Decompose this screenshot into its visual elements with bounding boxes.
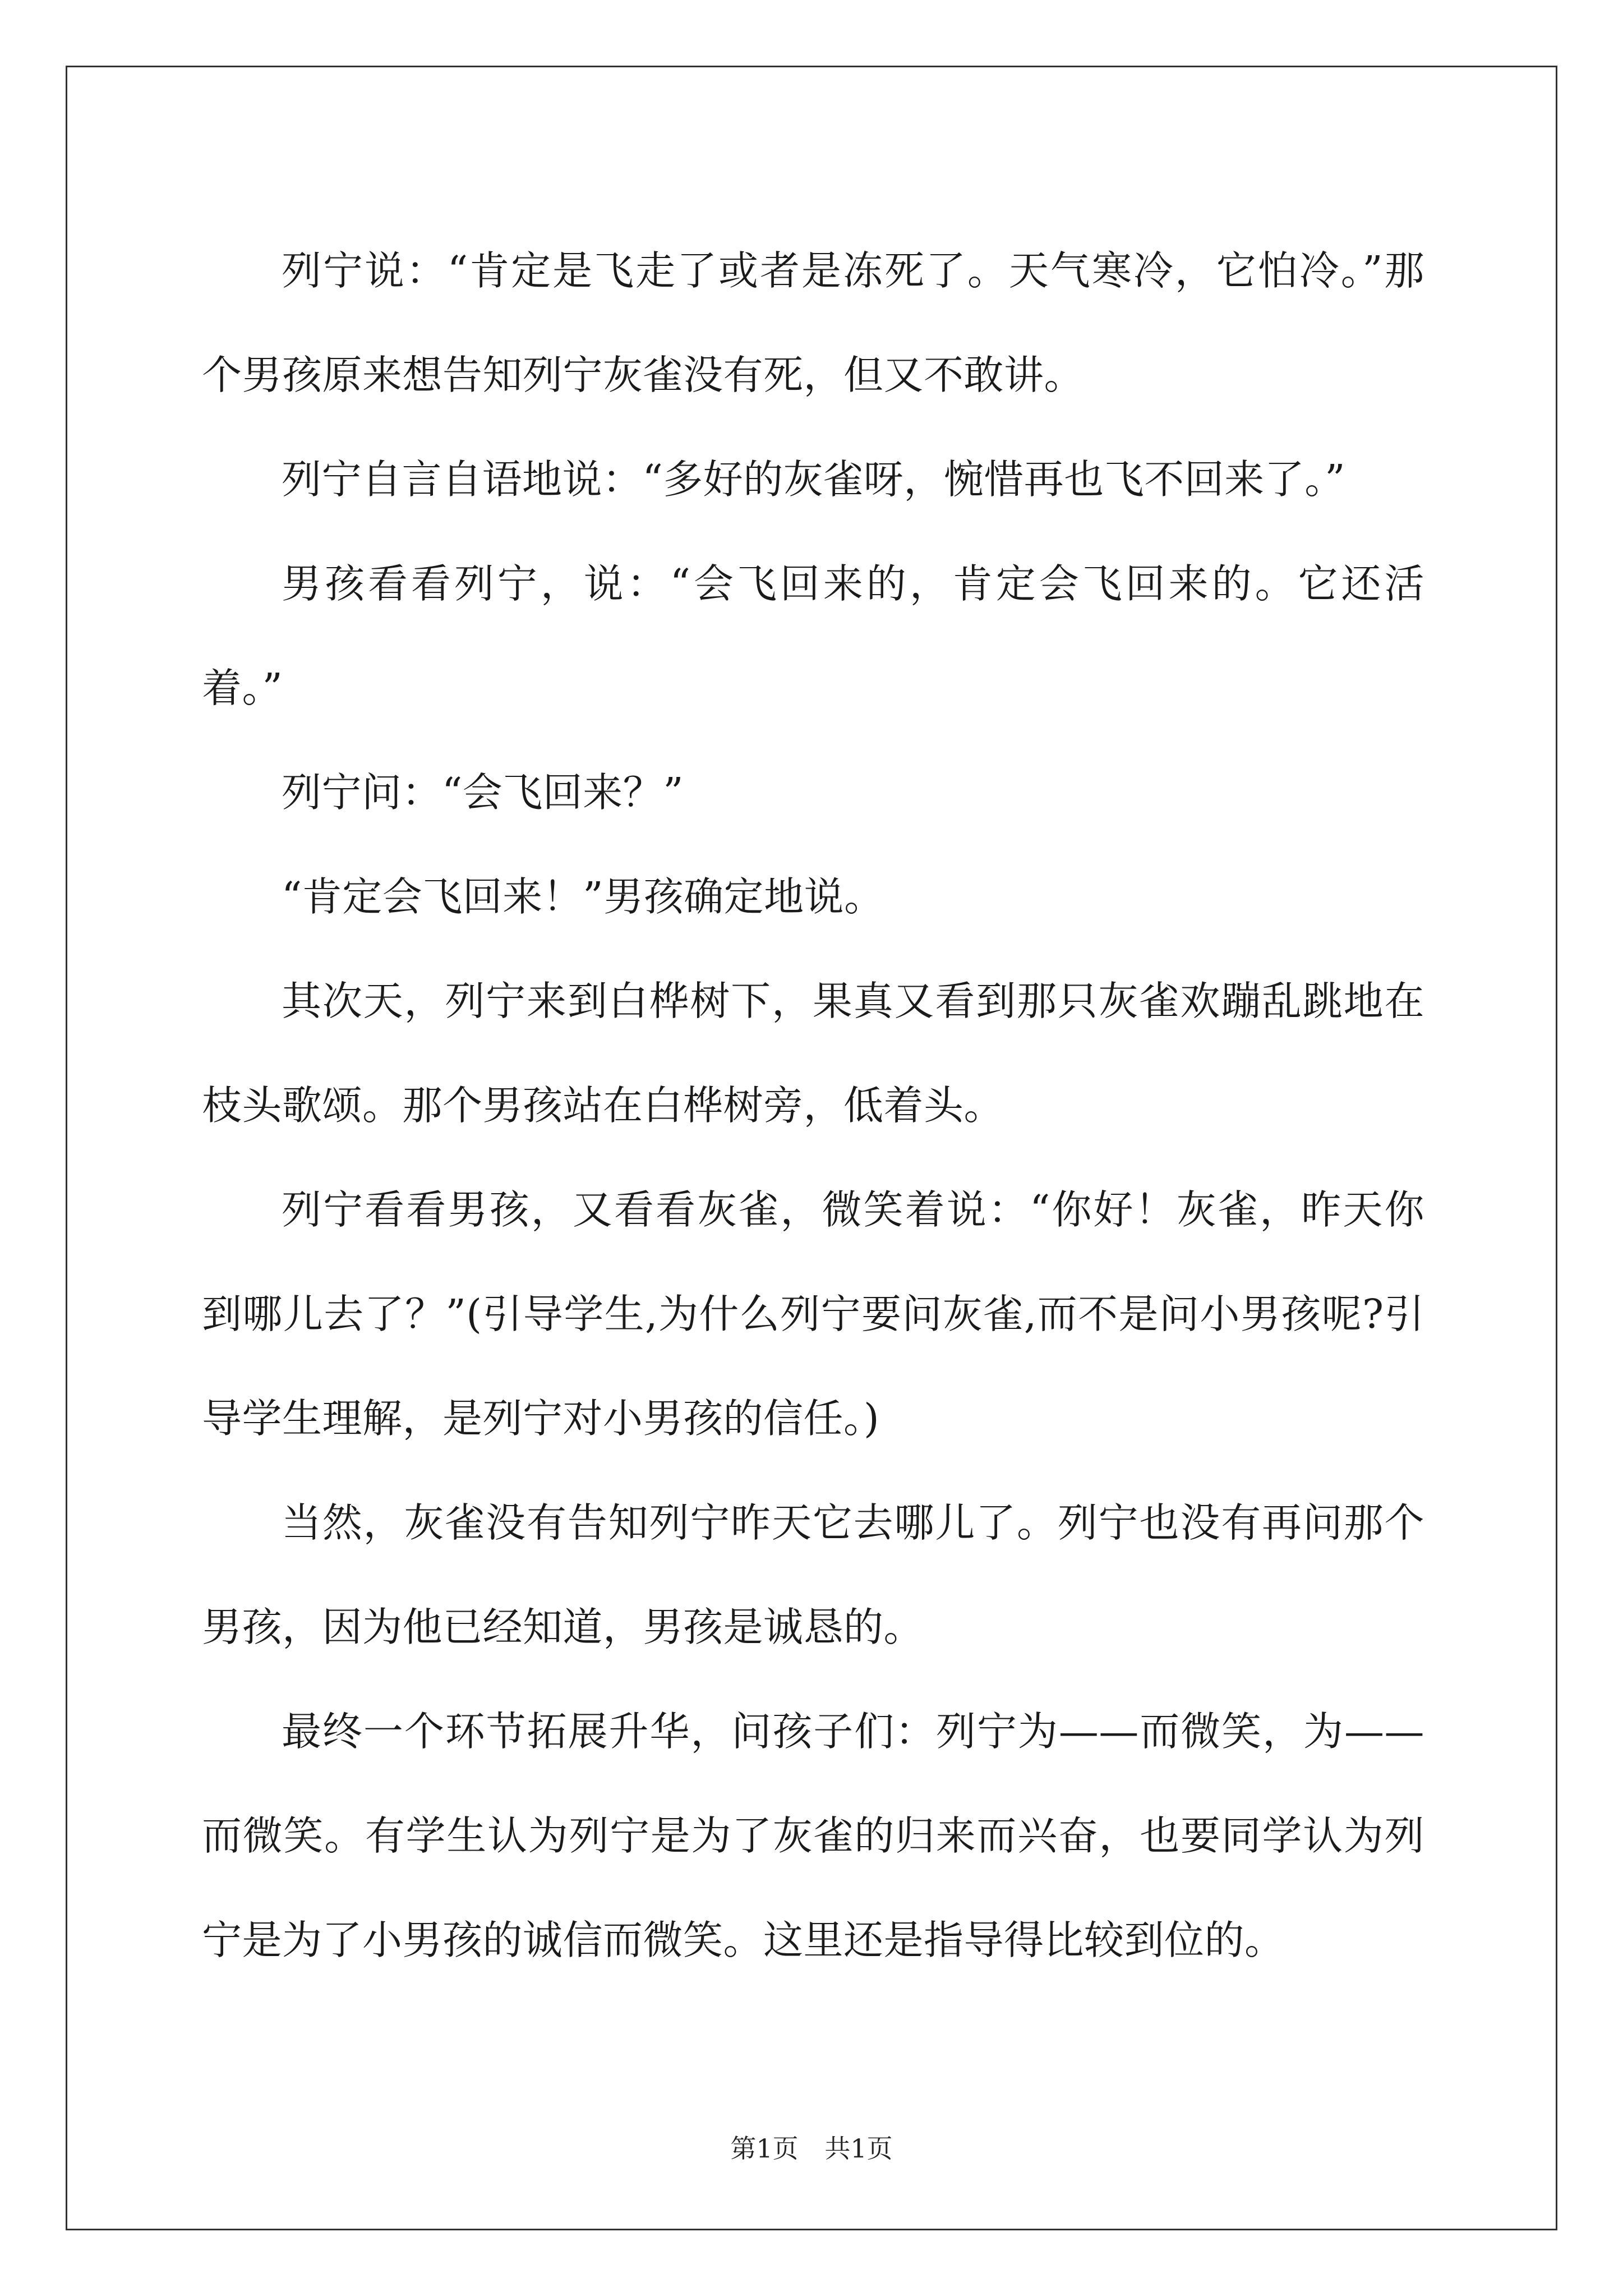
page-footer [0, 2132, 1623, 2165]
paragraph: 最终一个环节拓展升华，问孩子们：列宁为——而微笑，为——而微笑。有学生认为列宁是为了灰雀的归来而兴奋，也要同学认为列宁是为了小男孩的诚信而微笑。这里还是指导得比较到位的。 [202, 1708, 1424, 1963]
paragraph: 列宁自言自语地说：“多好的灰雀呀，惋惜再也飞不回来了。” [282, 456, 1346, 503]
document-body [202, 219, 1424, 1993]
page-total: 共1页 [824, 2133, 893, 2164]
paragraph: “肯定会飞回来！”男孩确定地说。 [282, 873, 884, 920]
paragraph: 列宁问：“会飞回来？” [282, 769, 684, 816]
paragraph: 列宁看看男孩，又看看灰雀，微笑着说：“你好！灰雀，昨天你到哪儿去了？”(引导学生,为什么列宁要问灰雀,而不是问小男孩呢?引导学生理解，是列宁对小男孩的信任。) [202, 1186, 1424, 1442]
paragraph: 当然，灰雀没有告知列宁昨天它去哪儿了。列宁也没有再问那个男孩，因为他已经知道，男孩是诚恳的。 [202, 1499, 1424, 1650]
paragraph: 男孩看看列宁，说：“会飞回来的，肯定会飞回来的。它还活着。” [202, 560, 1424, 711]
paragraph: 列宁说：“肯定是飞走了或者是冻死了。天气寒冷，它怕冷。”那个男孩原来想告知列宁灰雀没有死，但又不敢讲。 [202, 247, 1424, 398]
paragraph: 其次天，列宁来到白桦树下，果真又看到那只灰雀欢蹦乱跳地在枝头歌颂。那个男孩站在白桦树旁，低着头。 [202, 978, 1424, 1129]
page-number: 第1页 [730, 2133, 799, 2164]
